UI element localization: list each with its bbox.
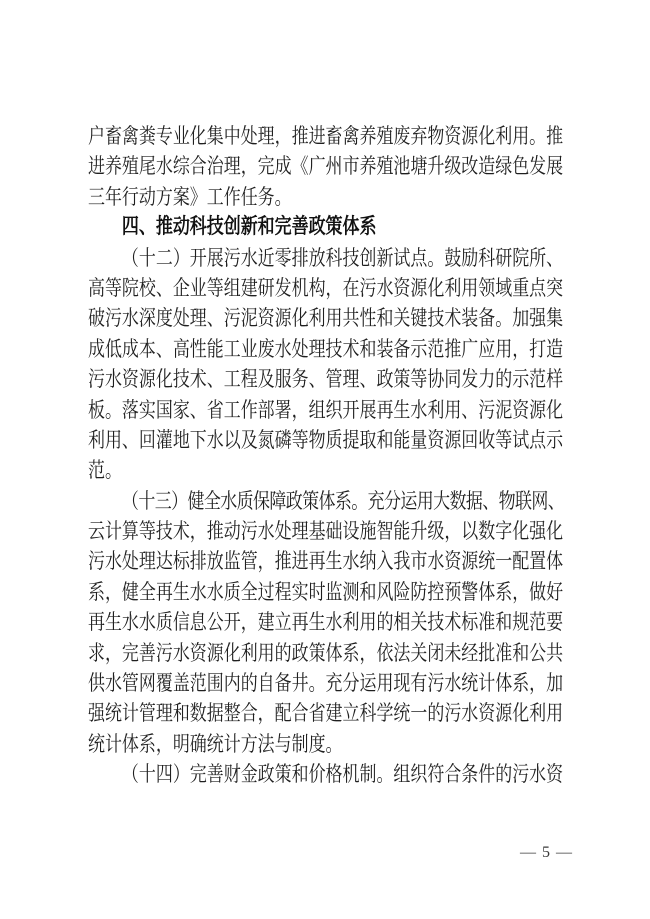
document-text-block — [88, 121, 563, 790]
body-text-line: 供水管网覆盖范围内的自备井。充分运用现有污水统计体系，加 — [88, 671, 564, 696]
paragraph-first-line: （十二）开展污水近零排放科技创新试点。鼓励科研院所、 — [121, 245, 564, 270]
paragraph-first-line: （十四）完善财金政策和价格机制。组织符合条件的污水资 — [121, 762, 564, 787]
body-text-line: 再生水水质信息公开，建立再生水利用的相关技术标准和规范要 — [88, 610, 564, 635]
body-text-line: 破污水深度处理、污泥资源化利用共性和关键技术装备。加强集 — [88, 306, 564, 331]
body-text-line: 强统计管理和数据整合，配合省建立科学统一的污水资源化利用 — [88, 701, 564, 726]
body-text-line: 进养殖尾水综合治理，完成《广州市养殖池塘升级改造绿色发展 — [88, 154, 564, 179]
body-text-line: 污水处理达标排放监管，推进再生水纳入我市水资源统一配置体 — [88, 549, 564, 574]
body-text-line: 污水资源化技术、工程及服务、管理、政策等协同发力的示范样 — [88, 367, 564, 392]
body-text-line: 求，完善污水资源化利用的政策体系，依法关闭未经批准和公共 — [88, 640, 564, 665]
body-text-line: 统计体系，明确统计方法与制度。 — [88, 731, 343, 756]
paragraph-first-line: （十三）健全水质保障政策体系。充分运用大数据、物联网、 — [121, 488, 565, 513]
body-text-line: 板。落实国家、省工作部署，组织开展再生水利用、污泥资源化 — [88, 397, 564, 422]
body-text-line: 利用、回灌地下水以及氮磷等物质提取和能量资源回收等试点示 — [88, 427, 564, 452]
page-number: — 5 — — [520, 844, 573, 861]
body-text-line: 范。 — [88, 458, 122, 483]
body-text-line: 三年行动方案》工作任务。 — [88, 184, 292, 209]
section-heading: 四、推动科技创新和完善政策体系 — [121, 215, 377, 239]
body-text-line: 高等院校、企业等组建研发机构，在污水资源化利用领域重点突 — [88, 275, 564, 300]
body-text-line: 户畜禽粪专业化集中处理，推进畜禽养殖废弃物资源化利用。推 — [88, 124, 564, 148]
body-text-line: 系，健全再生水水质全过程实时监测和风险防控预警体系，做好 — [88, 579, 564, 604]
body-text-line: 云计算等技术，推动污水处理基础设施智能升级，以数字化强化 — [88, 519, 564, 544]
body-text-line: 成低成本、高性能工业废水处理技术和装备示范推广应用，打造 — [88, 336, 564, 361]
